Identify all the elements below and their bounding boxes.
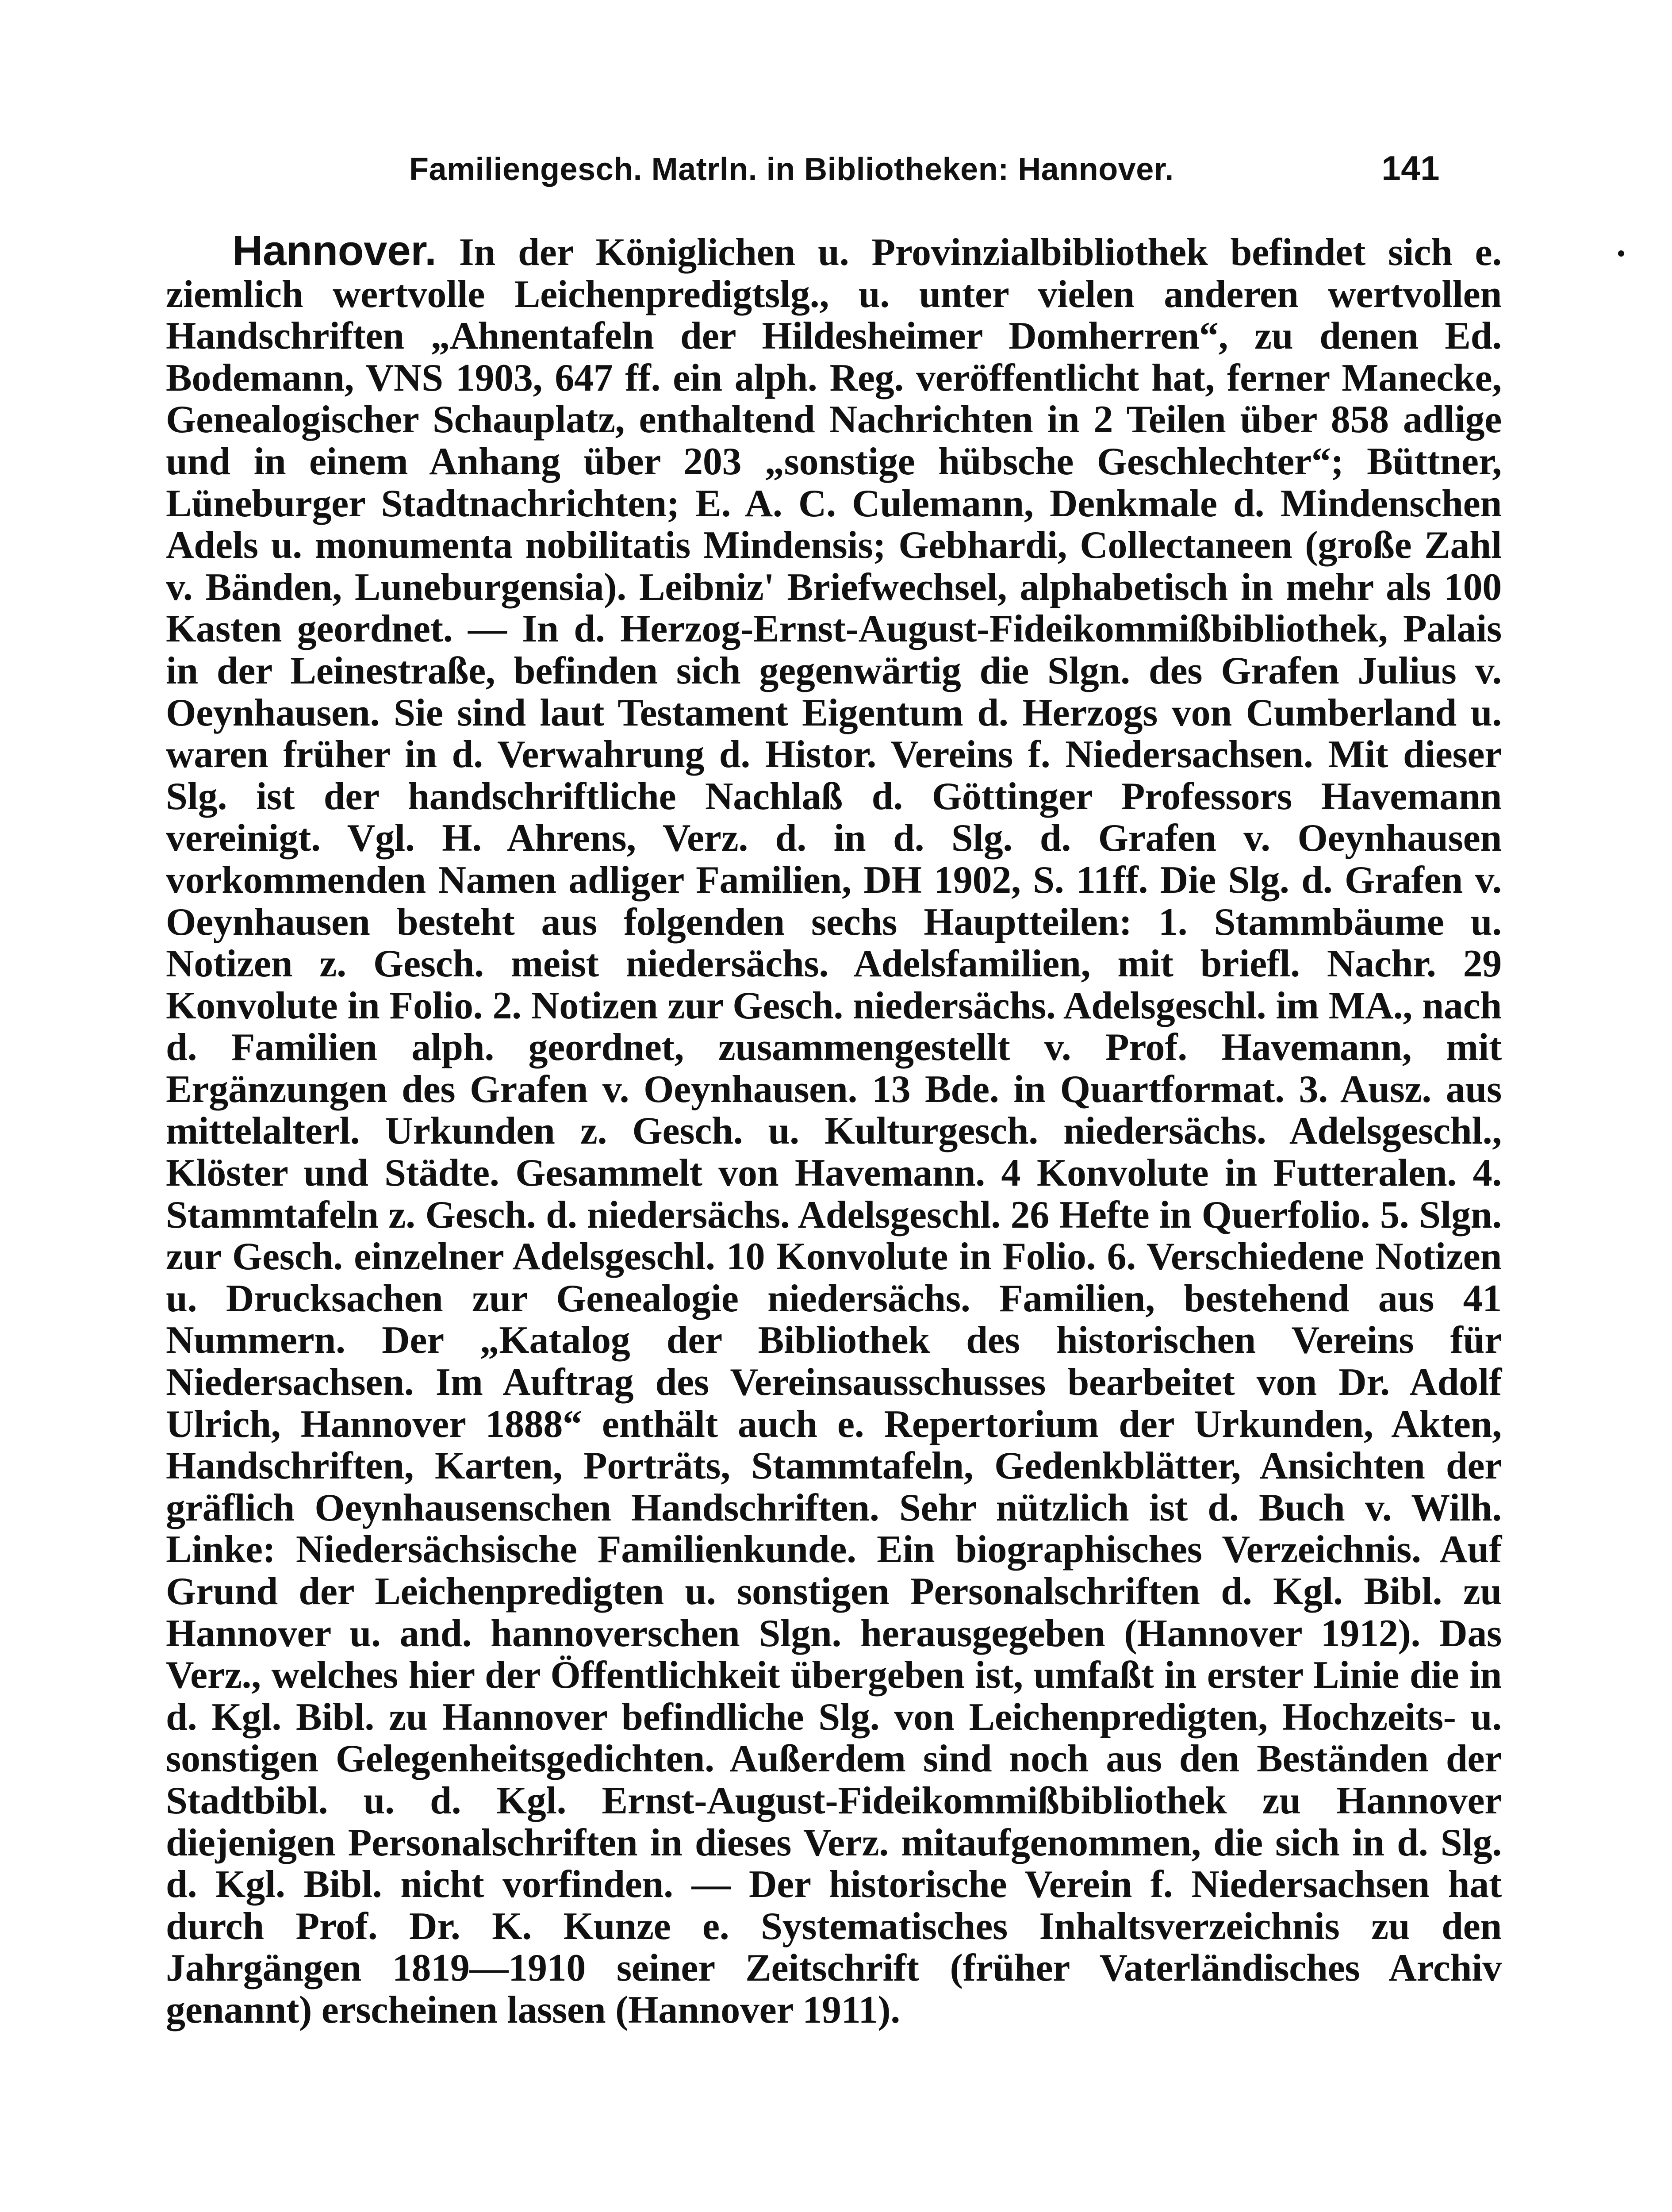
running-header (409, 148, 1440, 197)
paragraph-text: In der Königlichen u. Provinzialbibliothek befindet sich e. ziemlich wertvolle Leichenpredigtslg., u. unter vielen anderen wertvollen Handschriften „Ahnentafeln der Hildesheimer Domherren“, zu denen Ed. Bodemann, VNS 1903, 647 ff. ein alph. Reg. veröffentlicht hat, ferner Manecke, Genealogischer Schauplatz, enthaltend Nachrichten in 2 Teilen über 858 adlige und in einem Anhang über 203 „sonstige hübsche Geschlechter“; Büttner, Lüneburger Stadtnachrichten; E. A. C. Culemann, Denkmale d. Mindenschen Adels u. monumenta nobilitatis Mindensis; Gebhardi, Collectaneen (große Zahl v. Bänden, Luneburgensia). Leibniz' Briefwechsel, alphabetisch in mehr als 100 Kasten geordnet. — In d. Herzog-Ernst-August-Fideikommißbibliothek, Palais in der Leinestraße, befinden sich gegenwärtig die Slgn. des Grafen Julius v. Oeynhausen. Sie sind laut Testament Eigentum d. Herzogs von Cumberland u. waren früher in d. Verwahrung d. Histor. Vereins f. Niedersachsen. Mit dieser Slg. ist der handschriftliche Nachlaß d. Göttinger Professors Havemann vereinigt. Vgl. H. Ahrens, Verz. d. in d. Slg. d. Grafen v. Oeynhausen vorkommenden Namen adliger Familien, DH 1902, S. 11ff. Die Slg. d. Grafen v. Oeynhausen besteht aus folgenden sechs Hauptteilen: 1. Stammbäume u. Notizen z. Gesch. meist niedersächs. Adelsfamilien, mit briefl. Nachr. 29 Konvolute in Folio. 2. Notizen zur Gesch. niedersächs. Adelsgeschl. im MA., nach d. Familien alph. geordnet, zusammengestellt v. Prof. Havemann, mit Ergänzungen des Grafen v. Oeynhausen. 13 Bde. in Quartformat. 3. Ausz. aus mittelalterl. Urkunden z. Gesch. u. Kulturgesch. niedersächs. Adelsgeschl., Klöster und Städte. Gesammelt von Havemann. 4 Konvolute in Futteralen. 4. Stammtafeln z. Gesch. d. niedersächs. Adelsgeschl. 26 Hefte in Querfolio. 5. Slgn. zur Gesch. einzelner Adelsgeschl. 10 Konvolute in Folio. 6. Verschiedene Notizen u. Drucksachen zur Genealogie niedersächs. Familien, bestehend aus 41 Nummern. Der „Katalog der Bibliothek des historischen Vereins für Niedersachsen. Im Auftrag des Vereinsausschusses bearbeitet von Dr. Adolf Ulrich, Hannover 1888“ enthält auch e. Repertorium der Urkunden, Akten, Handschriften, Karten, Porträts, Stammtafeln, Gedenkblätter, Ansichten der gräflich Oeynhausenschen Handschriften. Sehr nützlich ist d. Buch v. Wilh. Linke: Niedersächsische Familienkunde. Ein biographisches Verzeichnis. Auf Grund der Leichenpredigten u. sonstigen Personalschriften d. Kgl. Bibl. zu Hannover u. and. hannoverschen Slgn. herausgegeben (Hannover 1912). Das Verz., welches hier der Öffentlichkeit übergeben ist, umfaßt in erster Linie die in d. Kgl. Bibl. zu Hannover befindliche Slg. von Leichenpredigten, Hochzeits- u. sonstigen Gelegenheitsgedichten. Außerdem sind noch aus den Beständen der Stadtbibl. u. d. Kgl. Ernst-August-Fideikommißbibliothek zu Hannover diejenigen Personalschriften in dieses Verz. mitaufgenommen, die sich in d. Slg. d. Kgl. Bibl. nicht vorfinden. — Der historische Verein f. Niedersachsen hat durch Prof. Dr. K. Kunze e. Systematisches Inhaltsverzeichnis zu den Jahrgängen 1819—1910 seiner Zeitschrift (früher Vaterländisches Archiv genannt) erscheinen lassen (Hannover 1911). (166, 231, 1502, 2032)
page-number: 141 (1381, 149, 1440, 188)
body-text (166, 227, 1502, 2032)
lead-word: Hannover. (232, 227, 437, 274)
paragraph (166, 227, 1502, 2032)
header-title: Familiengesch. Matrln. in Bibliotheken: Hannover. (409, 152, 1174, 187)
speck-mark-top (1618, 250, 1624, 257)
